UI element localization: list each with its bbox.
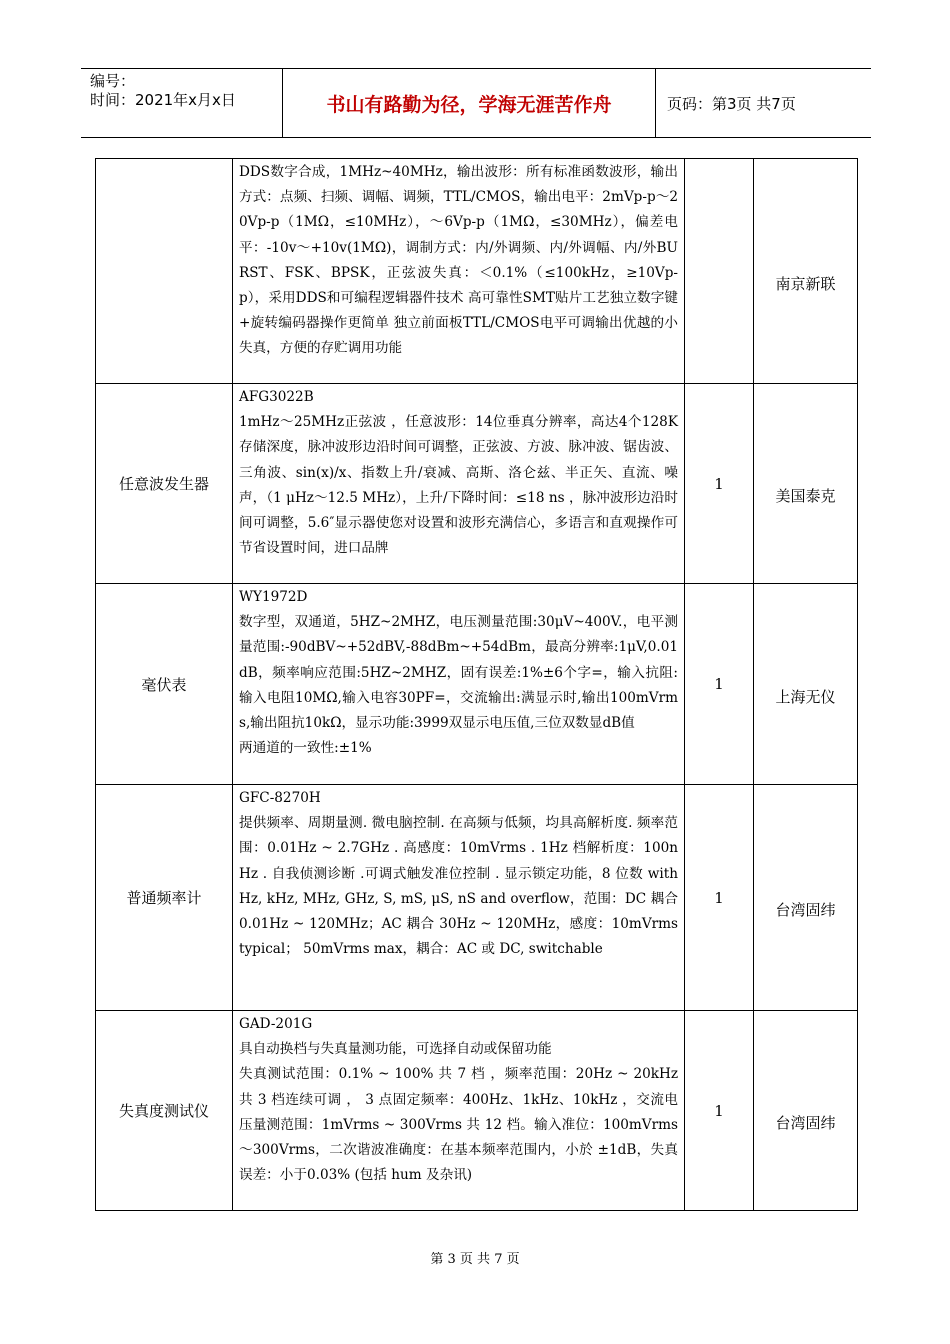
equipment-qty: 1 — [685, 384, 754, 584]
equipment-spec — [233, 159, 685, 384]
header-page-info: 页码：第3页 共7页 — [667, 94, 796, 113]
spec-line: 具自动换档与失真量测功能，可选择自动或保留功能 — [239, 1041, 552, 1058]
manufacturer-text: 上海无仪 — [775, 687, 836, 706]
table-row — [96, 384, 858, 584]
equipment-manufacturer — [754, 785, 858, 1011]
header-motto: 书山有路勤为径，学海无涯苦作舟 — [283, 69, 656, 137]
manufacturer-text: 南京新联 — [775, 274, 836, 293]
table-row — [96, 785, 858, 1011]
equipment-qty: 1 — [685, 584, 754, 785]
page-header — [81, 68, 871, 138]
spec-line: 两通道的一致性:±1% — [239, 740, 372, 757]
header-meta — [81, 69, 283, 137]
equipment-name — [96, 159, 233, 384]
equipment-spec — [233, 785, 685, 1011]
equipment-qty — [685, 159, 754, 384]
equipment-manufacturer — [754, 384, 858, 584]
manufacturer-text: 台湾固纬 — [775, 1114, 836, 1132]
spec-line: 数字型，双通道，5HZ~2MHZ，电压测量范围:30μV~400V.，电平测量范围:-90dBV~+52dBV,-88dBm~+54dBm，最高分辨率:1μV,0.01dB，频率响应范围:5HZ~2MHZ，固有误差:1%±6个字=，输入抗阻:输入电阻10MΩ,输入电容30PF=，交流输出:满显示时,输出100mVrms,输出阻抗10kΩ，显示功能:3999双显示电压值,三位双数显dB值 — [239, 614, 678, 732]
equipment-spec — [233, 584, 685, 785]
spec-model: WY1972D — [239, 589, 308, 605]
table-row — [96, 1011, 858, 1211]
equipment-qty: 1 — [685, 1011, 754, 1211]
equipment-table — [95, 158, 858, 1211]
equipment-qty: 1 — [685, 785, 754, 1011]
equipment-name: 毫伏表 — [96, 584, 233, 785]
spec-model: AFG3022B — [239, 389, 314, 405]
table-row — [96, 159, 858, 384]
doc-number-label: 编号： — [90, 72, 136, 90]
spec-line: 失真测试范围：0.1% ~ 100% 共 7 档 ，频率范围：20Hz ~ 20kHz 共 3 档连续可调 ， 3 点固定频率：400Hz、1kHz、10kHz ，交流电压量测范围：1mVrms ~ 300Vrms 共 12 档。输入准位：100mVrms～300Vrms，二次谐波准确度：在基本频率范围内，小於 ±1dB，失真误差：小于0.03% (包括 hum 及杂讯) — [239, 1066, 678, 1184]
equipment-name: 失真度测试仪 — [96, 1011, 233, 1211]
equipment-spec — [233, 1011, 685, 1211]
manufacturer-text: 台湾固纬 — [775, 901, 836, 919]
spec-line: 提供频率、周期量测. 微电脑控制. 在高频与低频，均具高解析度. 频率范围：0.01Hz ~ 2.7GHz . 高感度：10mVrms . 1Hz 档解析度：100nHz . 自我侦测诊断 .可调式触发准位控制 . 显示锁定功能，8 位数 with Hz, kHz, MHz, GHz, S, mS, μS, nS and overflow，范围：DC 耦合 0.01Hz ~ 120MHz；AC 耦合 30Hz ~ 120MHz，感度：10mVrms typical； 50mVrms max，耦合：AC 或 DC, switchable — [239, 815, 678, 958]
spec-line: 1mHz～25MHz正弦波 ，任意波形：14位垂真分辨率，高达4个128K存储深度，脉冲波形边沿时间可调整，正弦波、方波、脉冲波、锯齿波、三角波、sin(x)/x、指数上升/衰减、高斯、洛仑兹、半正矢、直流、噪声，（1 μHz～12.5 MHz），上升/下降时间：≤18 ns ，脉冲波形边沿时间可调整，5.6″显示器使您对设置和波形充满信心，多语言和直观操作可节省设置时间，进口品牌 — [239, 414, 678, 557]
equipment-manufacturer — [754, 159, 858, 384]
equipment-manufacturer — [754, 584, 858, 785]
page-footer: 第 3 页 共 7 页 — [430, 1252, 520, 1267]
equipment-name: 普通频率计 — [96, 785, 233, 1011]
spec-model: GAD-201G — [239, 1016, 313, 1032]
manufacturer-text: 美国泰克 — [775, 487, 836, 505]
equipment-manufacturer — [754, 1011, 858, 1211]
equipment-name: 任意波发生器 — [96, 384, 233, 584]
spec-model: GFC-8270H — [239, 790, 321, 806]
equipment-spec — [233, 384, 685, 584]
table-row — [96, 584, 858, 785]
date-label: 时间：2021年x月x日 — [90, 91, 236, 109]
spec-line: DDS数字合成，1MHz~40MHz，输出波形：所有标准函数波形，输出方式：点频、扫频、调幅、调频，TTL/CMOS，输出电平：2mVp-p～20Vp-p（1MΩ，≤10MHz），～6Vp-p（1MΩ，≤30MHz），偏差电平：-10v～+10v(1MΩ)，调制方式：内/外调频、内/外调幅、内/外BURST、FSK、BPSK，正弦波失真：＜0.1%（≤100kHz，≥10Vp-p），采用DDS和可编程逻辑器件技术 高可靠性SMT贴片工艺独立数字键+旋转编码器操作更简单 独立前面板TTL/CMOS电平可调输出优越的小失真，方便的存贮调用功能 — [239, 164, 678, 357]
